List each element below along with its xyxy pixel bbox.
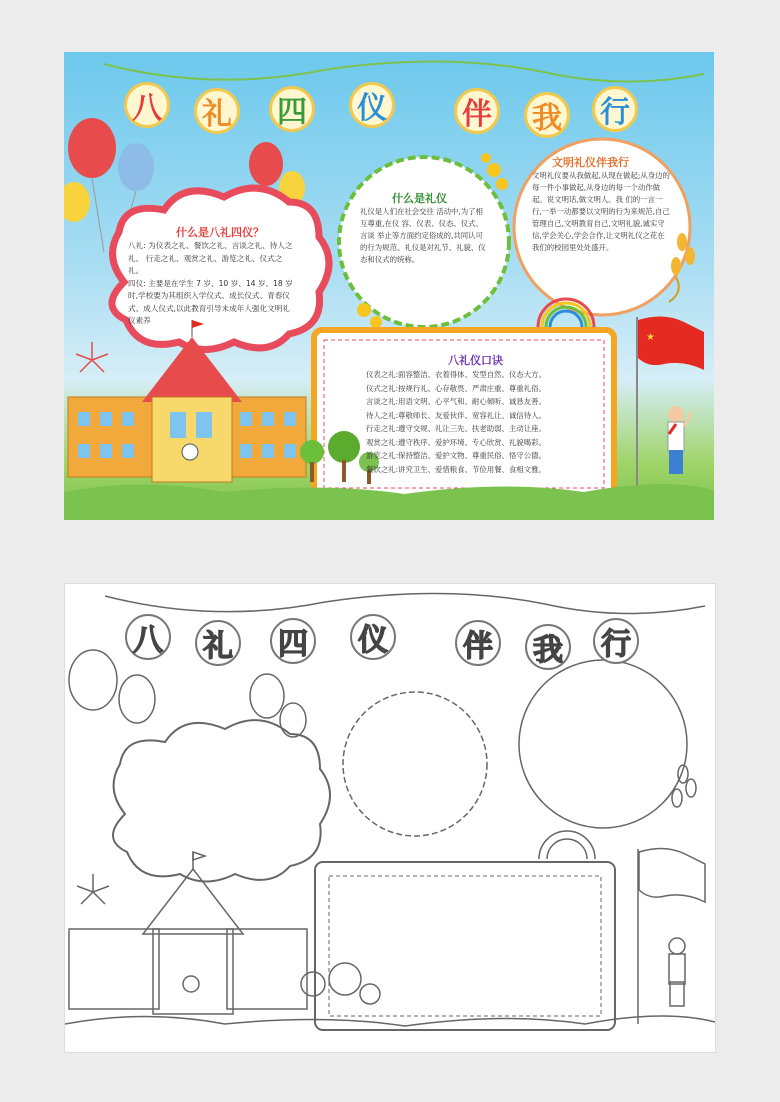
circle-body-text: 文明礼仪要从我做起,从现在做起;从身边的每一件小事做起,从身边的每一个动作做起。说文明话,做文明人。我 们的一言一行,一举一动都要以文明的行为来规范,自己管理自己,文明教育自己,文明礼貌,诚实守信,学会关心,学会合作,让文明礼仪之花在我们的校园里处处盛开。 xyxy=(532,171,670,252)
title-char-disc: 八 xyxy=(124,82,170,128)
board-line: 仪表之礼:面容整洁、衣着得体、发型自然、仪态大方。 xyxy=(366,370,546,379)
title-char-disc: 我 xyxy=(524,92,570,138)
title-char-disc-outline: 仪 xyxy=(350,614,396,660)
garland-string xyxy=(104,61,704,81)
circle-heading: 文明礼仪伴我行 xyxy=(552,156,629,169)
rainbow-icon xyxy=(539,831,595,859)
wreath-heading: 什么是礼仪 xyxy=(392,192,447,205)
board-line: 行走之礼:遵守交规、礼让三先、扶老助弱、主动让座。 xyxy=(366,424,546,433)
board-line: 餐饮之礼:讲究卫生、爱惜粮食、节俭用餐、食相文雅。 xyxy=(366,464,546,474)
fireworks-icon xyxy=(77,874,109,904)
line-art-handout xyxy=(64,583,716,1053)
school-building-icon xyxy=(69,852,307,1014)
board-line: 待人之礼:尊敬师长、友爱伙伴、宽容礼让、诚信待人。 xyxy=(366,410,546,420)
title-char-disc: 礼 xyxy=(194,88,240,134)
title-char-disc: 行 xyxy=(592,86,638,132)
tree-icon xyxy=(301,963,380,1004)
cloud-frame xyxy=(113,720,330,881)
circle-frame xyxy=(519,660,687,828)
title-row-colored xyxy=(124,82,714,142)
title-char-disc-outline: 礼 xyxy=(195,620,241,666)
title-char-disc-outline: 伴 xyxy=(455,620,501,666)
garland-string xyxy=(105,593,705,613)
cloud-body-text: 八礼: 为仪表之礼、餐饮之礼、言谈之礼、待人之礼、 行走之礼、观赏之礼、游览之礼、仪式之礼。 四仪: 主要是在学生 7 岁、10 岁、14 岁、18 岁时,学校要为其组织入学仪式、成长仪式、青春仪式、成人仪式,以此教育引导未成年人强化文明礼仪素养 xyxy=(128,241,293,325)
title-char-disc-outline: 行 xyxy=(593,618,639,664)
board-frame xyxy=(315,862,615,1030)
student-saluting-icon xyxy=(668,406,692,474)
title-char-disc: 伴 xyxy=(454,88,500,134)
wreath-frame xyxy=(343,692,487,836)
board-line: 观赏之礼:遵守秩序、爱护环境、专心欣赏、礼貌喝彩。 xyxy=(366,437,546,447)
title-char-disc-outline: 四 xyxy=(270,618,316,664)
wreath-body-text: 礼仪是人们在社会交往 活动中,为了相互尊重,在仪 容、仪表、仪态、仪式、言谈 举止等方面约定俗成的,共同认可的行为规范。礼仪是对礼节、礼貌、仪态和仪式的统称。 xyxy=(360,207,486,264)
board-heading: 八礼仪口诀 xyxy=(448,354,503,367)
board-lines xyxy=(366,368,606,476)
board-line: 游览之礼:保持整洁、爱护文物、尊重民俗、恪守公德。 xyxy=(366,451,546,460)
fireworks-icon xyxy=(76,342,108,372)
title-char-disc: 四 xyxy=(269,86,315,132)
title-char-disc-outline: 我 xyxy=(525,624,571,670)
board-line: 仪式之礼:按规行礼、心存敬畏、严肃庄重、尊重礼俗。 xyxy=(366,383,546,393)
board-line: 言谈之礼:用语文明、心平气和、耐心倾听、诚恳友善。 xyxy=(366,397,546,406)
title-row-line-art xyxy=(125,614,715,674)
colored-handout xyxy=(64,52,714,520)
title-char-disc-outline: 八 xyxy=(125,614,171,660)
grass-ground xyxy=(65,1016,715,1026)
cloud-heading: 什么是八礼四仪？ xyxy=(176,226,264,239)
flag-icon xyxy=(638,848,705,1024)
student-saluting-icon xyxy=(669,938,685,1006)
title-char-disc: 仪 xyxy=(349,82,395,128)
svg-text:★: ★ xyxy=(646,332,655,343)
